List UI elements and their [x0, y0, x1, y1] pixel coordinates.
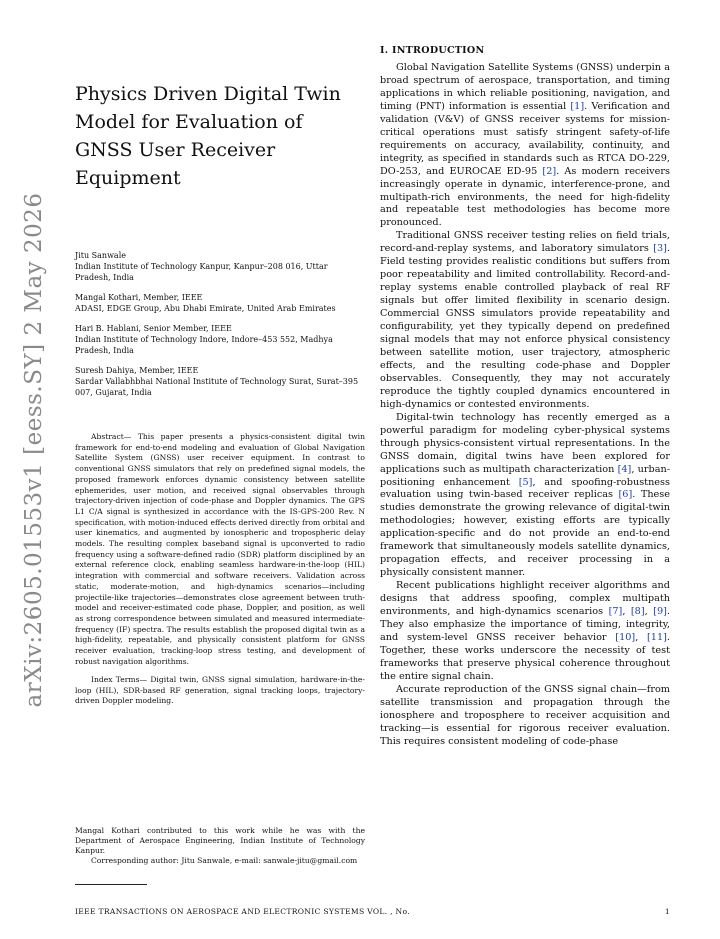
footnote-rule: [75, 884, 147, 885]
intro-text: . As modern receivers increasingly operate in dynamic, interference-prone, and multipath-rich environments, the need for high-fidelity and repeatable test methodologies has become more pronounced.: [380, 165, 670, 229]
introduction-body: [380, 62, 670, 749]
author-block: [75, 250, 365, 283]
author-block: [75, 323, 365, 356]
citation-link[interactable]: [8]: [630, 606, 645, 618]
citation-link[interactable]: [5]: [518, 476, 533, 488]
author-name: Mangal Kothari, Member, IEEE: [75, 293, 203, 302]
intro-text: ,: [644, 606, 654, 618]
left-column: [75, 80, 365, 715]
arxiv-stamp: [14, 192, 54, 708]
paper-title: Physics Driven Digital Twin Model for Evaluation of GNSS User Receiver Equipment: [75, 83, 341, 189]
intro-text: ,: [622, 606, 631, 618]
citation-link[interactable]: [6]: [618, 489, 633, 501]
citation-link[interactable]: [10]: [615, 631, 636, 643]
citation-link[interactable]: [2]: [542, 165, 557, 177]
intro-text: . Verification and validation (V&V) of GNSS receiver systems for mission-critical operations must satisfy stringent safety-of-life requirements on accuracy, availability, continuity, and integrity, as specified in standards such as RTCA DO-229, DO-253, and EUROCAE ED-95: [380, 100, 670, 177]
author-name: Hari B. Hablani, Senior Member, IEEE: [75, 324, 232, 333]
right-column: [380, 44, 670, 749]
citation-link[interactable]: [1]: [570, 100, 585, 112]
intro-paragraph: [380, 230, 670, 411]
intro-text: , urban-positioning enhancement: [380, 463, 670, 488]
journal-name: IEEE TRANSACTIONS ON AEROSPACE AND ELECTRONIC SYSTEMS VOL. , No.: [75, 907, 410, 916]
footnote: [75, 826, 365, 866]
intro-text: . These studies demonstrate the growing relevance of digital-twin methodologies; however, existing efforts are typically application-specific and do not provide an end-to-end framework that simultaneously models satellite dynamics, propagation effects, and receiver processing in a physically consistent manner.: [380, 489, 670, 579]
intro-text: . Field testing provides realistic conditions but suffers from poor repeatability and limited controllability. Record-and-replay systems enable controlled playback of real RF signals but offer limited flexibility in scenario design. Commercial GNSS simulators provide repeatability and configurability, yet they typically depend on predefined signal models that may not enforce physical consistency between satellite motion, user trajectory, atmospheric effects, and the resulting code-phase and Doppler observables. Consequently, they may not accurately reproduce the tightly coupled dynamics encountered in high-dynamics or contested environments.: [380, 243, 670, 410]
author-list: [75, 250, 365, 398]
author-affiliation: ADASI, EDGE Group, Abu Dhabi Emirate, United Arab Emirates: [75, 304, 336, 313]
page-footer: [75, 907, 670, 916]
author-block: [75, 292, 365, 314]
index-terms: Index Terms— Digital twin, GNSS signal simulation, hardware-in-the-loop (HIL), SDR-based RF generation, signal tracking loops, trajectory-driven Doppler modeling.: [75, 675, 365, 706]
author-affiliation: Indian Institute of Technology Indore, Indore–453 552, Madhya Pradesh, India: [75, 335, 333, 355]
author-name: Jitu Sanwale: [75, 251, 126, 260]
corresponding-author: Corresponding author: Jitu Sanwale, e-mail: sanwale-jitu@gmail.com: [91, 856, 358, 865]
section-heading: I. INTRODUCTION: [380, 45, 485, 56]
intro-paragraph: [380, 412, 670, 580]
author-name: Suresh Dahiya, Member, IEEE: [75, 366, 199, 375]
author-affiliation: Indian Institute of Technology Kanpur, Kanpur–208 016, Uttar Pradesh, India: [75, 262, 328, 282]
citation-link[interactable]: [7]: [608, 606, 623, 618]
intro-paragraph: [380, 684, 670, 749]
citation-link[interactable]: [4]: [617, 463, 632, 475]
intro-text: ,: [635, 631, 648, 643]
intro-text: Accurate reproduction of the GNSS signal chain—from satellite transmission and propagation through the ionosphere and troposphere to receiver acquisition and tracking—is essential for rigorous receiver evaluation. This requires consistent modeling of code-phase: [380, 683, 670, 747]
citation-link[interactable]: [9]: [653, 606, 667, 618]
intro-text: Global Navigation Satellite Systems (GNSS) underpin a broad spectrum of aerospace, transportation, and timing applications in which reliable positioning, navigation, and timing (PNT) information is essential: [380, 62, 670, 112]
author-block: [75, 365, 365, 398]
intro-text: Traditional GNSS receiver testing relies on field trials, record-and-replay systems, and laboratory simulators: [380, 230, 670, 255]
intro-text: . Together, these works underscore the necessity of test frameworks that preserve physical coherence throughout the entire signal chain.: [380, 631, 670, 682]
page-number: 1: [664, 907, 670, 916]
citation-link[interactable]: [11]: [647, 631, 667, 643]
arxiv-stamp-text: arXiv:2605.01553v1 [eess.SY] 2 May 2026: [21, 192, 47, 708]
intro-paragraph: [380, 62, 670, 230]
intro-paragraph: [380, 580, 670, 684]
intro-text: , and spoofing-robustness evaluation using twin-based receiver replicas: [380, 476, 670, 501]
footnote-note: Mangal Kothari contributed to this work while he was with the Department of Aerospace Engineering, Indian Institute of Technology Kanpur.: [75, 826, 365, 855]
author-affiliation: Sardar Vallabhbhai National Institute of Technology Surat, Surat–395 007, Gujarat, India: [75, 377, 359, 397]
abstract: Abstract— This paper presents a physics-consistent digital twin framework for end-to-end modeling and evaluation of Global Navigation Satellite System (GNSS) user receiver equipment. In contrast to conventional GNSS simulators that rely on predefined signal models, the proposed framework enforces dynamic consistency between satellite ephemerides, user motion, and received signal observables through trajectory-driven injection of code-phase and Doppler dynamics. The GPS L1 C/A signal is synthesized in accordance with the IS-GPS-200 Rev. N specification, with motion-induced effects derived directly from orbital and user kinematics, and augmented by ionospheric and tropospheric delay models. The resulting complex baseband signal is upconverted to radio frequency using a software-defined radio (SDR) platform disciplined by an external reference clock, enabling seamless hardware-in-the-loop (HIL) integration with commercial and software receivers. Validation across static, moderate-motion, and high-dynamics scenarios—including projectile-like trajectories—demonstrates close agreement between truth-model and receiver-estimated code phase, Doppler, and position, as well as strong correspondence between simulated and measured intermediate-frequency (IF) spectra. The results establish the proposed digital twin as a high-fidelity, repeatable, and physically consistent platform for GNSS receiver evaluation, tracking-loop stress testing, and development of robust navigation algorithms.: [75, 432, 365, 666]
citation-link[interactable]: [3]: [653, 243, 667, 255]
intro-text: Recent publications highlight receiver algorithms and designs that address spoofing, complex multipath environments, and high-dynamics scenarios: [380, 580, 670, 618]
intro-text: Digital-twin technology has recently emerged as a powerful paradigm for modeling cyber-physical systems through physics-consistent virtual representations. In the GNSS domain, digital twins have been explored for applications such as multipath characterization: [380, 411, 670, 475]
intro-text: . They also emphasize the importance of timing, integrity, and system-level GNSS receiver behavior: [380, 606, 670, 643]
